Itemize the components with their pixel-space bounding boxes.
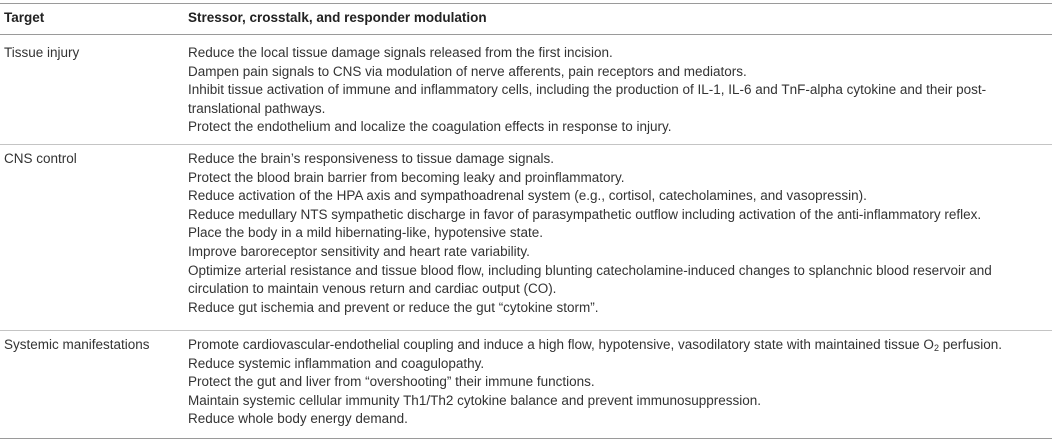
list-item: Reduce whole body energy demand. bbox=[188, 411, 408, 427]
column-header-modulation: Stressor, crosstalk, and responder modulation bbox=[188, 10, 487, 25]
table-bottom-rule bbox=[0, 438, 1052, 439]
list-item: Reduce the local tissue damage signals released from the first incision. bbox=[188, 45, 613, 60]
list-item: Optimize arterial resistance and tissue blood flow, including blunting catecholamine-induced changes to splanchnic blood reservoir and bbox=[188, 262, 992, 278]
row-divider bbox=[0, 330, 1052, 331]
row-target-label: CNS control bbox=[4, 151, 77, 166]
subscript-2: 2 bbox=[933, 343, 939, 353]
list-item: Maintain systemic cellular immunity Th1/Th2 cytokine balance and prevent immunosuppression. bbox=[188, 392, 762, 408]
list-item: Protect the endothelium and localize the coagulation effects in response to injury. bbox=[188, 119, 672, 135]
list-item-text-suffix: perfusion. bbox=[938, 337, 1002, 352]
list-item: Protect the gut and liver from “overshooting” their immune functions. bbox=[188, 374, 595, 390]
list-item: Reduce gut ischemia and prevent or reduce the gut “cytokine storm”. bbox=[188, 299, 599, 315]
header-rule bbox=[0, 34, 1052, 35]
list-item: translational pathways. bbox=[188, 100, 326, 116]
list-item bbox=[188, 336, 1048, 355]
column-header-target: Target bbox=[4, 10, 45, 25]
row-divider bbox=[0, 144, 1052, 145]
list-item: Reduce medullary NTS sympathetic discharge in favor of parasympathetic outflow including activation of the anti-inflammatory reflex. bbox=[188, 206, 982, 222]
list-item: Protect the blood brain barrier from becoming leaky and proinflammatory. bbox=[188, 169, 625, 185]
modulation-list bbox=[188, 44, 1048, 137]
list-item: Place the body in a mild hibernating-like, hypotensive state. bbox=[188, 225, 543, 241]
row-target-label: Tissue injury bbox=[4, 45, 80, 60]
list-item: Reduce systemic inflammation and coagulopathy. bbox=[188, 355, 485, 371]
list-item-text: Promote cardiovascular-endothelial coupling and induce a high flow, hypotensive, vasodilatory state with maintained tissue O bbox=[188, 337, 934, 352]
list-item: Inhibit tissue activation of immune and inflammatory cells, including the production of IL-1, IL-6 and TnF-alpha cytokine and their post- bbox=[188, 82, 987, 98]
list-item: Reduce activation of the HPA axis and sympathoadrenal system (e.g., cortisol, catecholamines, and vasopressin). bbox=[188, 188, 867, 204]
list-item: Improve baroreceptor sensitivity and heart rate variability. bbox=[188, 243, 530, 259]
list-item: Reduce the brain’s responsiveness to tissue damage signals. bbox=[188, 151, 554, 166]
row-target-label: Systemic manifestations bbox=[4, 337, 150, 352]
modulation-list bbox=[188, 150, 1048, 317]
list-item: Dampen pain signals to CNS via modulation of nerve afferents, pain receptors and mediators. bbox=[188, 63, 747, 79]
modulation-list bbox=[188, 336, 1048, 429]
list-item: circulation to maintain venous return and cardiac output (CO). bbox=[188, 281, 557, 297]
table-top-rule bbox=[0, 3, 1052, 4]
